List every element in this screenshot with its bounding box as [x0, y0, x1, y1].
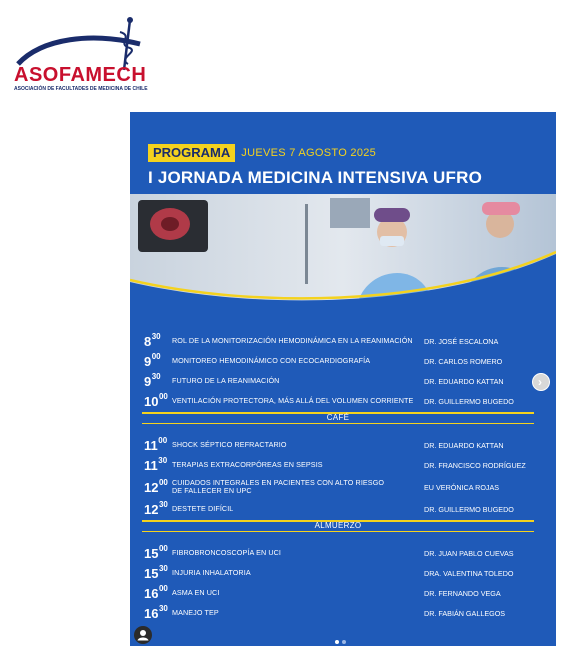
session-topic: VENTILACIÓN PROTECTORA, MÁS ALLÁ DEL VOLUMEN CORRIENTE [172, 395, 414, 405]
session-topic: ASMA EN UCI [172, 587, 220, 597]
session-topic: FUTURO DE LA REANIMACIÓN [172, 375, 280, 385]
schedule-row [144, 332, 536, 350]
session-speaker: DR. JUAN PABLO CUEVAS [424, 548, 514, 558]
session-speaker: DR. FERNANDO VEGA [424, 588, 501, 598]
session-topic: CUIDADOS INTEGRALES EN PACIENTES CON ALTO RIESGO DE FALLECER EN UPC [172, 477, 385, 495]
session-topic: FIBROBRONCOSCOPÍA EN UCI [172, 547, 282, 557]
schedule-row [144, 544, 536, 562]
schedule-row [144, 564, 536, 582]
session-speaker: DR. GUILLERMO BUGEDO [424, 504, 514, 514]
break-cafe [142, 412, 534, 424]
schedule-row [144, 436, 536, 454]
session-time: $11^{00}$ [144, 435, 168, 453]
schedule-row [144, 392, 536, 410]
session-topic: TERAPIAS EXTRACORPÓREAS EN SEPSIS [172, 459, 323, 469]
carousel-next-button[interactable] [532, 373, 550, 391]
break-almuerzo [142, 520, 534, 532]
session-time: $15^{00}$ [144, 543, 168, 561]
session-speaker: DR. GUILLERMO BUGEDO [424, 396, 514, 406]
session-topic: MONITOREO HEMODINÁMICO CON ECOCARDIOGRAFÍA [172, 355, 371, 365]
schedule-row [144, 352, 536, 370]
schedule-row [144, 500, 536, 518]
schedule-row [144, 584, 536, 602]
session-time: $11^{30}$ [144, 455, 168, 473]
session-time: $16^{30}$ [144, 603, 168, 621]
session-time: $12^{30}$ [144, 499, 168, 517]
session-topic: INJURIA INHALATORIA [172, 567, 251, 577]
schedule-row [144, 604, 536, 622]
session-topic: SHOCK SÉPTICO REFRACTARIO [172, 439, 287, 449]
page-dot-active[interactable] [335, 640, 339, 644]
chevron-right-icon: › [538, 375, 542, 389]
program-poster [130, 112, 556, 646]
session-speaker: DR. EDUARDO KATTAN [424, 376, 504, 386]
session-time: $16^{00}$ [144, 583, 168, 601]
user-avatar-icon[interactable] [134, 626, 152, 644]
session-topic: MANEJO TEP [172, 607, 219, 617]
session-speaker: DR. JOSÉ ESCALONA [424, 336, 499, 346]
program-header [148, 144, 376, 162]
session-speaker: DR. FABIÁN GALLEGOS [424, 608, 506, 618]
session-speaker: DRA. VALENTINA TOLEDO [424, 568, 514, 578]
program-badge: PROGRAMA [148, 144, 235, 162]
schedule-row [144, 372, 536, 390]
session-time: $9^{00}$ [144, 351, 161, 369]
carousel-pagination [335, 640, 346, 644]
schedule-row [144, 476, 536, 498]
session-time: $8^{30}$ [144, 331, 161, 349]
session-topic: ROL DE LA MONITORIZACIÓN HEMODINÁMICA EN LA REANIMACIÓN [172, 335, 413, 345]
session-speaker: DR. EDUARDO KATTAN [424, 440, 504, 450]
break-label: ALMUERZO [314, 521, 362, 530]
logo-wordmark: ASOFAMECH [14, 64, 147, 86]
event-date: JUEVES 7 AGOSTO 2025 [241, 147, 377, 159]
session-time: $10^{00}$ [144, 391, 168, 409]
session-speaker: DR. CARLOS ROMERO [424, 356, 503, 366]
icu-team-photo [130, 194, 556, 312]
session-time: $12^{00}$ [144, 477, 168, 495]
session-speaker: DR. FRANCISCO RODRÍGUEZ [424, 460, 526, 470]
asofamech-logo [12, 14, 152, 94]
event-title: I JORNADA MEDICINA INTENSIVA UFRO [148, 168, 483, 187]
session-time: $9^{30}$ [144, 371, 161, 389]
page-dot[interactable] [342, 640, 346, 644]
logo-tagline: ASOCIACIÓN DE FACULTADES DE MEDICINA DE CHILE [14, 86, 148, 92]
break-label: CAFÉ [326, 413, 350, 422]
schedule-row [144, 456, 536, 474]
session-topic: DESTETE DIFÍCIL [172, 503, 234, 513]
session-speaker: EU VERÓNICA ROJAS [424, 482, 500, 492]
session-time: $15^{30}$ [144, 563, 168, 581]
